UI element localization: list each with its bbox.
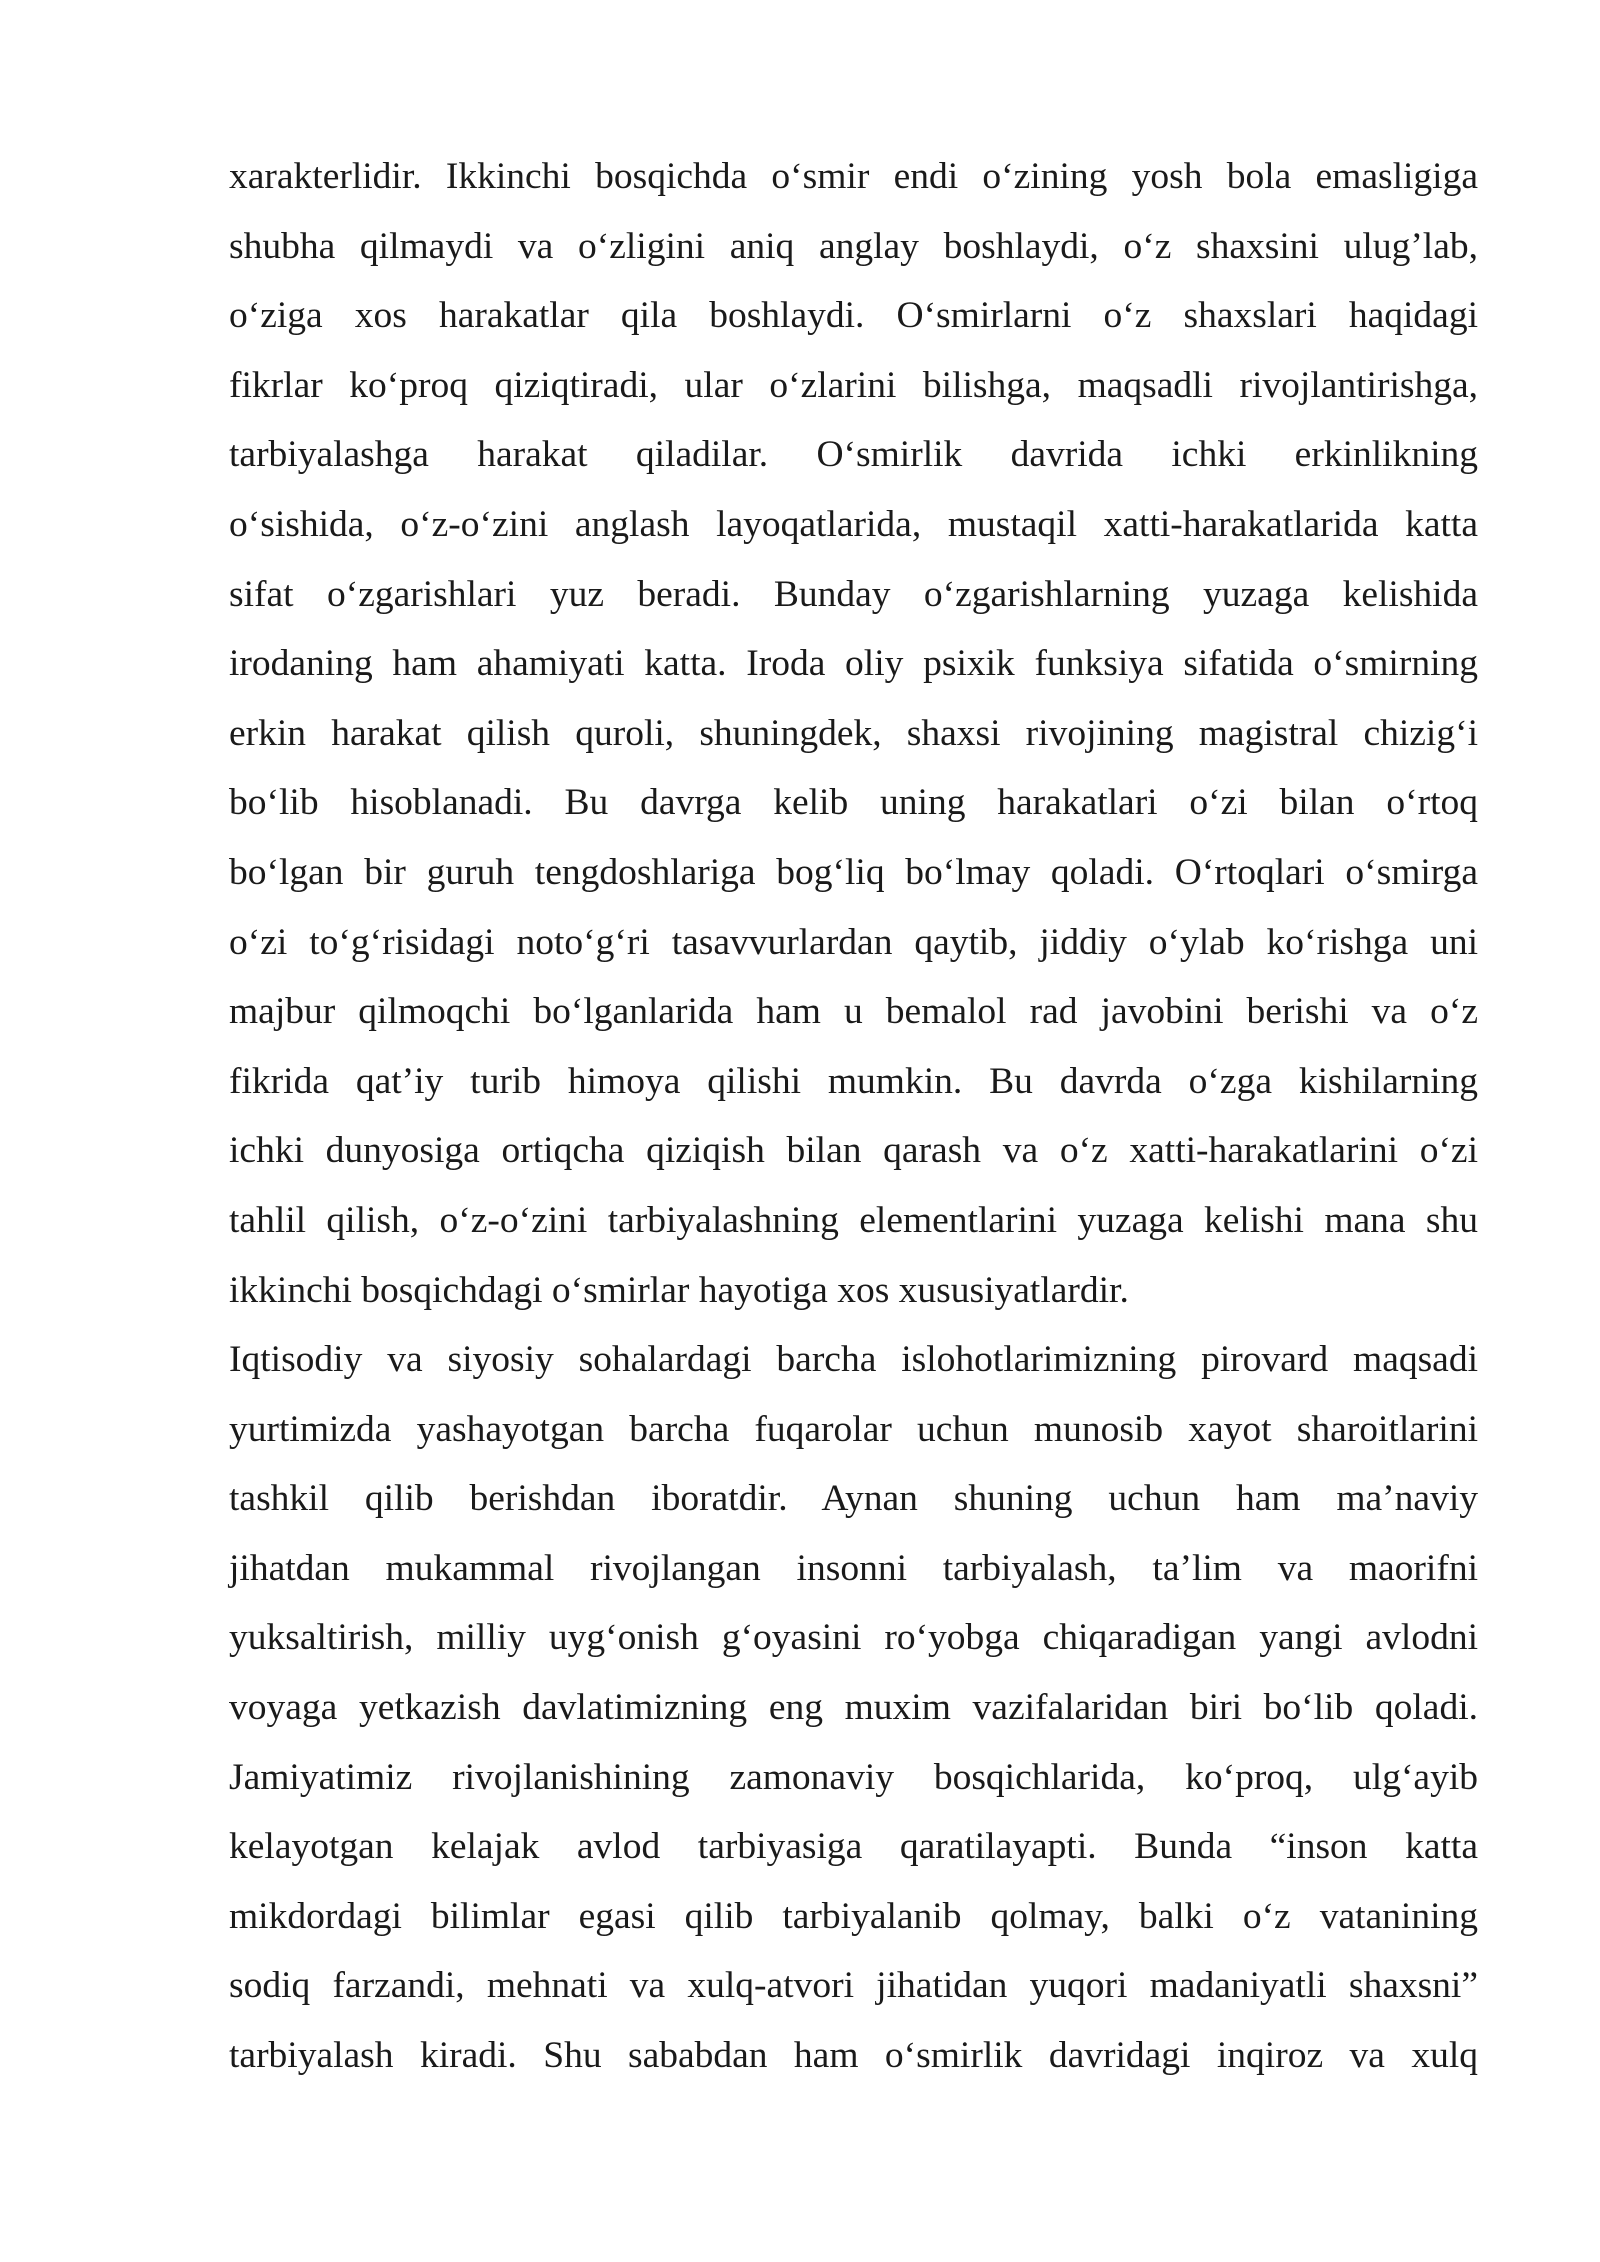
text-line: fikrida qat’iy turib himoya qilishi mumkin. Bu davrda o‘zga kishilarning — [229, 1060, 1478, 1102]
text-line: o‘ziga xos harakatlar qila boshlaydi. O‘smirlarni o‘z shaxslari haqidagi — [229, 295, 1478, 337]
paragraph-2 — [229, 1325, 1478, 2091]
text-line: o‘sishida, o‘z-o‘zini anglash layoqatlarida, mustaqil xatti-harakatlarida katta — [229, 503, 1478, 545]
text-line: bo‘lgan bir guruh tengdoshlariga bog‘liq bo‘lmay qoladi. O‘rtoqlari o‘smirga — [229, 851, 1478, 893]
text-line: bo‘lib hisoblanadi. Bu davrga kelib uning harakatlari o‘zi bilan o‘rtoq — [229, 782, 1478, 824]
text-line: jihatdan mukammal rivojlangan insonni tarbiyalash, ta’lim va maorifni — [229, 1547, 1478, 1589]
text-line: ikkinchi bosqichdagi o‘smirlar hayotiga xos xususiyatlardir. — [229, 1269, 1129, 1311]
text-line: tahlil qilish, o‘z-o‘zini tarbiyalashning elementlarini yuzaga kelishi mana shu — [229, 1199, 1478, 1241]
text-line: irodaning ham ahamiyati katta. Iroda oliy psixik funksiya sifatida o‘smirning — [229, 643, 1478, 685]
text-line: mikdordagi bilimlar egasi qilib tarbiyalanib qolmay, balki o‘z vatanining — [229, 1895, 1478, 1937]
text-line: shubha qilmaydi va o‘zligini aniq anglay boshlaydi, o‘z shaxsini ulug’lab, — [229, 225, 1478, 267]
text-line: sodiq farzandi, mehnati va xulq-atvori jihatidan yuqori madaniyatli shaxsni” — [229, 1965, 1478, 2007]
text-line: Jamiyatimiz rivojlanishining zamonaviy bosqichlarida, ko‘proq, ulg‘ayib — [229, 1756, 1478, 1798]
text-line: sifat o‘zgarishlari yuz beradi. Bunday o‘zgarishlarning yuzaga kelishida — [229, 573, 1478, 615]
text-line: tarbiyalashga harakat qiladilar. O‘smirlik davrida ichki erkinlikning — [229, 434, 1478, 476]
text-line: Iqtisodiy va siyosiy sohalardagi barcha islohotlarimizning pirovard maqsadi — [229, 1339, 1478, 1381]
text-line: xarakterlidir. Ikkinchi bosqichda o‘smir endi o‘zining yosh bola emasligiga — [229, 156, 1478, 197]
text-line: tarbiyalash kiradi. Shu sababdan ham o‘smirlik davridagi inqiroz va xulq — [229, 2035, 1478, 2077]
text-line: o‘zi to‘g‘risidagi noto‘g‘ri tasavvurlardan qaytib, jiddiy o‘ylab ko‘rishga uni — [229, 921, 1478, 963]
paragraph-1 — [229, 142, 1478, 1325]
text-line: kelayotgan kelajak avlod tarbiyasiga qaratilayapti. Bunda “inson katta — [229, 1826, 1478, 1868]
text-line: yurtimizda yashayotgan barcha fuqarolar uchun munosib xayot sharoitlarini — [229, 1408, 1478, 1450]
text-line: majbur qilmoqchi bo‘lganlarida ham u bemalol rad javobini berishi va o‘z — [229, 991, 1478, 1033]
document-page — [229, 142, 1478, 2091]
text-line: tashkil qilib berishdan iboratdir. Aynan shuning uchun ham ma’naviy — [229, 1478, 1478, 1520]
text-line: ichki dunyosiga ortiqcha qiziqish bilan qarash va o‘z xatti-harakatlarini o‘zi — [229, 1130, 1478, 1172]
text-line: fikrlar ko‘proq qiziqtiradi, ular o‘zlarini bilishga, maqsadli rivojlantirishga, — [229, 364, 1478, 406]
text-line: yuksaltirish, milliy uyg‘onish g‘oyasini ro‘yobga chiqaradigan yangi avlodni — [229, 1617, 1478, 1659]
text-line: erkin harakat qilish quroli, shuningdek, shaxsi rivojining magistral chizig‘i — [229, 712, 1478, 754]
text-line: voyaga yetkazish davlatimizning eng muxim vazifalaridan biri bo‘lib qoladi. — [229, 1687, 1478, 1729]
